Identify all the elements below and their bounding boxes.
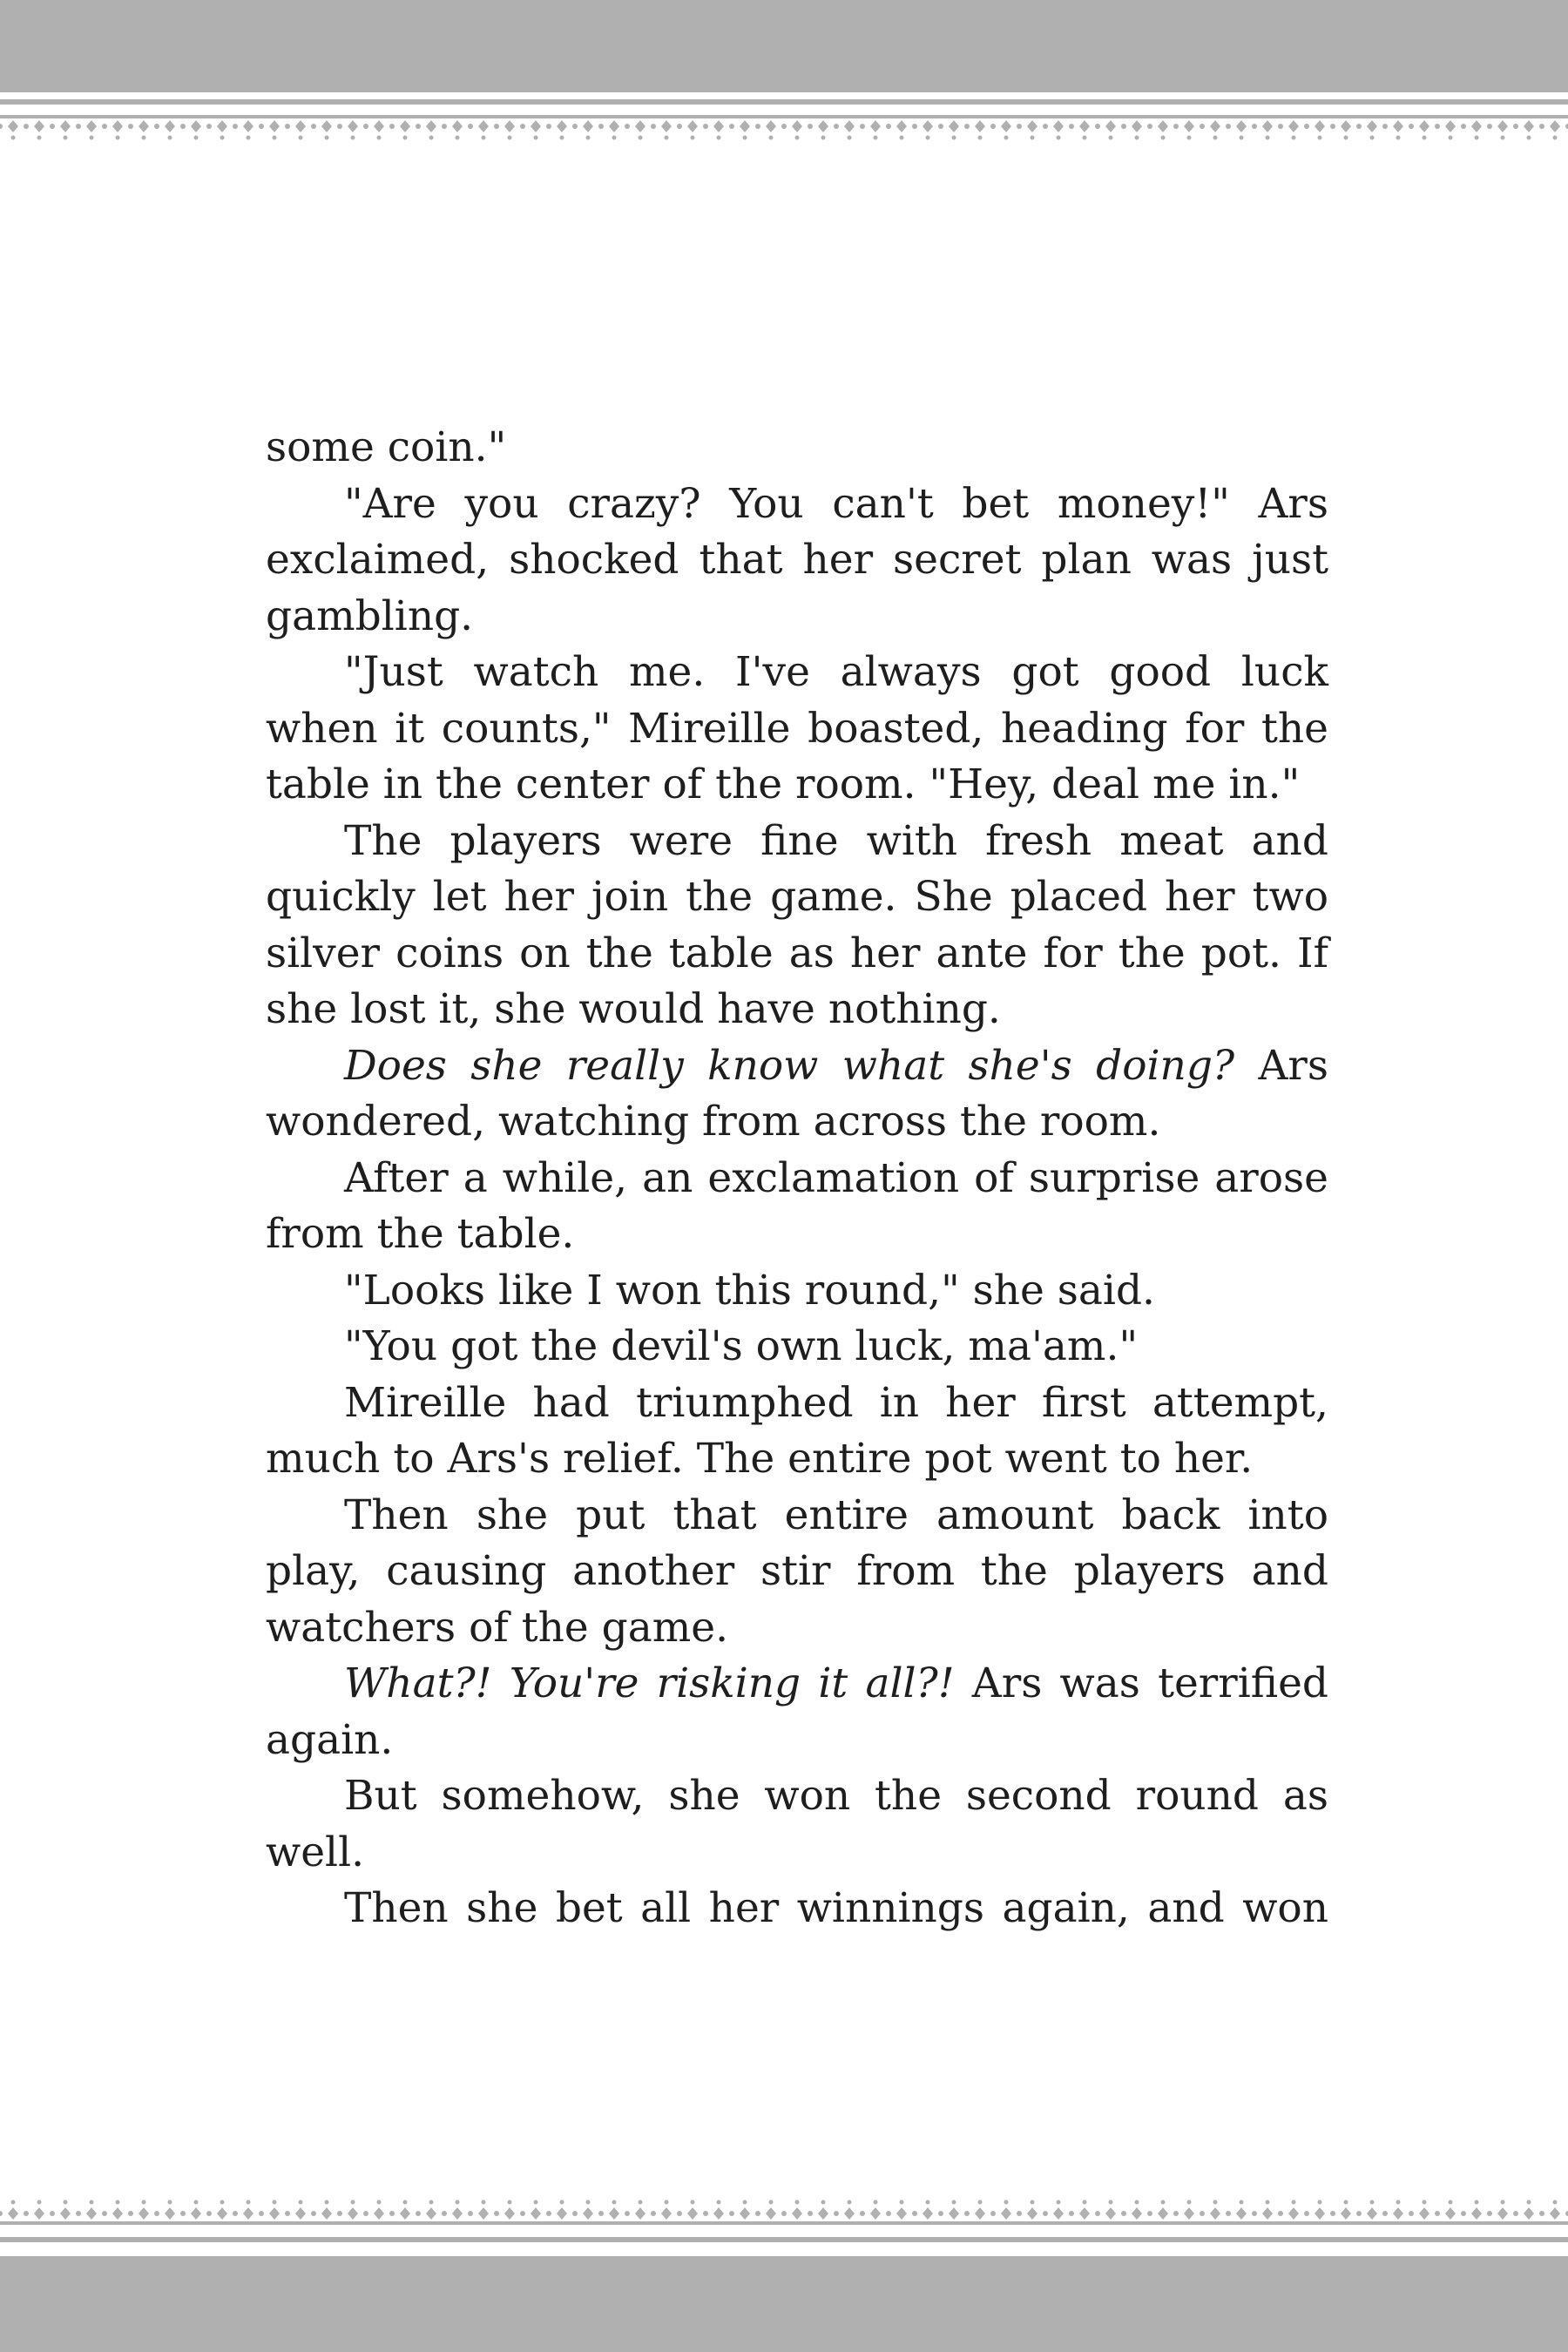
paragraph: "Are you crazy? You can't bet money!" Ars exclaimed, shocked that her secret plan was just gambling.: [266, 479, 1328, 640]
body-text: [266, 420, 1328, 1937]
bottom-rule: [0, 2237, 1568, 2242]
top-frame-band: [0, 0, 1568, 92]
paragraph: After a while, an exclamation of surprise arose from the table.: [266, 1153, 1328, 1258]
bottom-frame-band: [0, 2256, 1568, 2352]
bottom-ornamental-border: [0, 2197, 1568, 2227]
paragraph: Mireille had triumphed in her first attempt, much to Ars's relief. The entire pot went to her.: [266, 1378, 1328, 1483]
paragraph: some coin.": [266, 423, 507, 471]
italic-thought: Does she really know what she's doing?: [344, 1041, 1235, 1090]
paragraph: Does she really know what she's doing? Ars wondered, watching from across the room.: [266, 1041, 1328, 1146]
paragraph: What?! You're risking it all?! Ars was terrified again.: [266, 1659, 1328, 1764]
paragraph: "You got the devil's own luck, ma'am.": [344, 1322, 1139, 1370]
paragraph: The players were fine with fresh meat and quickly let her join the game. She placed her two silver coins on the table as her ante for the pot. If she lost it, she would have nothing.: [266, 816, 1328, 1033]
paragraph: Then she put that entire amount back into play, causing another stir from the players and watchers of the game.: [266, 1490, 1328, 1652]
italic-thought: What?! You're risking it all?!: [344, 1659, 955, 1707]
paragraph: "Just watch me. I've always got good luck when it counts," Mireille boasted, heading for the table in the center of the room. "Hey, deal me in.": [266, 648, 1328, 808]
paragraph: "Looks like I won this round," she said.: [344, 1266, 1155, 1315]
top-rule: [0, 99, 1568, 105]
paragraph: Then she bet all her winnings again, and won: [344, 1884, 1328, 1932]
top-ornamental-border: [0, 113, 1568, 143]
paragraph: But somehow, she won the second round as well.: [266, 1772, 1328, 1876]
